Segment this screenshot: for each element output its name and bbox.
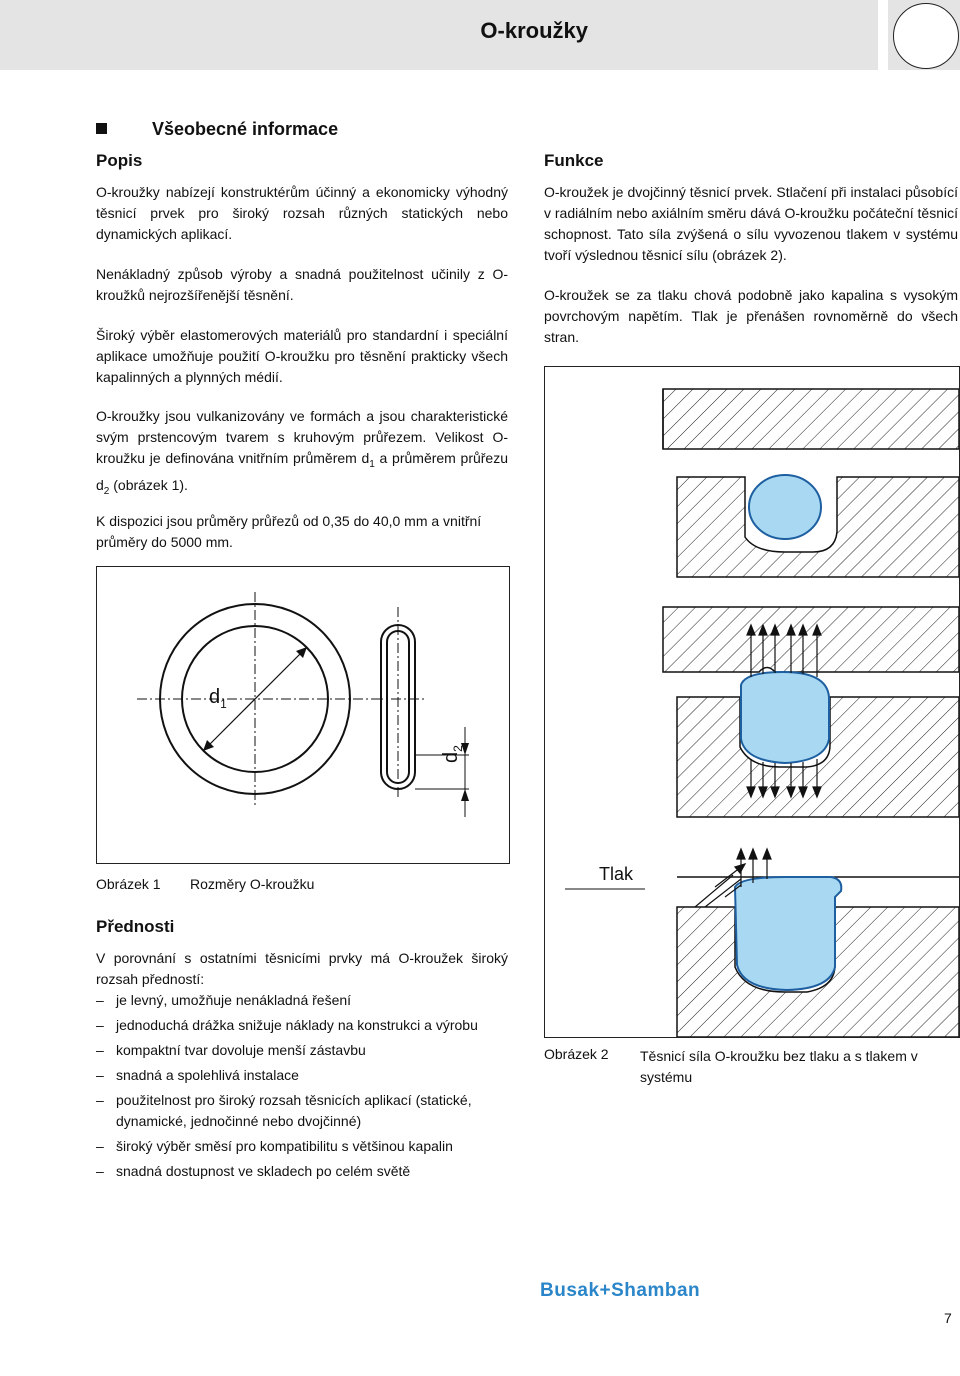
label-d2-text: d [440, 751, 462, 763]
label-d2-sub: 2 [451, 745, 465, 752]
label-d1-sub: 1 [220, 697, 227, 711]
page-number: 7 [944, 1310, 952, 1326]
list-item: – kompaktní tvar dovoluje menší zástavbu [96, 1040, 508, 1061]
figure-2-caption-number: Obrázek 2 [544, 1046, 609, 1062]
prednosti-list [96, 990, 508, 1186]
label-d1-text: d [209, 686, 221, 708]
funkce-paragraph-1: O-kroužek je dvojčinný těsnicí prvek. Stlačení při instalaci působící v radiálním nebo axiálním směru dává O-kroužku počáteční těsnicí schopnost. Tato síla zvýšená o sílu vyvozenou tlakem v systému tvoří výslednou těsnicí sílu (obrázek 2). [544, 184, 958, 263]
figure-1-caption-number: Obrázek 1 [96, 876, 161, 892]
figure-1-caption-text: Rozměry O-kroužku [190, 876, 315, 892]
popis-paragraph-3: Široký výběr elastomerových materiálů pro standardní i speciální aplikace umožňuje použití O-kroužku pro těsnění prakticky všech kapalinných a plynných médií. [96, 327, 508, 385]
sealing-force-diagram [545, 367, 959, 1037]
list-item: – snadná dostupnost ve skladech po celém světě [96, 1161, 508, 1182]
popis-paragraph-5: K dispozici jsou průměry průřezů od 0,35 do 40,0 mm a vnitřní průměry do 5000 mm. [96, 513, 482, 550]
corner-circle-icon [893, 3, 959, 69]
popis-heading: Popis [96, 151, 143, 170]
page-title: O-kroužky [480, 18, 588, 43]
label-tlak: Tlak [599, 864, 634, 884]
section-title: Všeobecné informace [152, 119, 339, 139]
figure-2-box [544, 366, 960, 1038]
prednosti-heading: Přednosti [96, 917, 175, 936]
list-item: – jednoduchá drážka snižuje náklady na konstrukci a výrobu [96, 1015, 508, 1036]
company-logo: Busak+Shamban [540, 1280, 701, 1301]
popis-paragraph-1: O-kroužky nabízejí konstruktérům účinný a ekonomicky výhodný těsnicí prvek pro široký rozsah různých statických nebo dynamických aplikací. [96, 184, 508, 242]
label-d1 [209, 686, 227, 711]
figure-1-box [96, 566, 510, 864]
funkce-heading: Funkce [544, 151, 604, 170]
section-bullet-icon [96, 123, 107, 134]
popis-paragraph-4 [96, 406, 508, 502]
p4-text-c: (obrázek 1). [109, 476, 188, 493]
p4-sub-2: 2 [103, 485, 110, 497]
p4-sub-1: 1 [369, 458, 375, 470]
popis-paragraph-2: Nenákladný způsob výroby a snadná použitelnost učinily z O-kroužků nejrozšířenější těsnění. [96, 266, 508, 303]
figure-2-caption-text: Těsnicí síla O-kroužku bez tlaku a s tlakem v systému [640, 1048, 918, 1085]
list-item: – použitelnost pro široký rozsah těsnicích aplikací (statické, dynamické, jednočinné nebo dvojčinné) [96, 1090, 508, 1132]
p4-text-b: a průměrem průřezu d [96, 450, 509, 493]
prednosti-intro: V porovnání s ostatními těsnicími prvky má O-kroužek široký rozsah předností: [96, 950, 508, 987]
list-item: – široký výběr směsí pro kompatibilitu s většinou kapalin [96, 1136, 508, 1157]
label-d2 [440, 745, 465, 763]
list-item: – je levný, umožňuje nenákladná řešení [96, 990, 508, 1011]
list-item: – snadná a spolehlivá instalace [96, 1065, 508, 1086]
oring-dimensions-diagram [97, 567, 509, 863]
funkce-paragraph-2: O-kroužek se za tlaku chová podobně jako kapalina s vysokým povrchovým napětím. Tlak je přenášen rovnoměrně do všech stran. [544, 287, 958, 345]
p4-text-a: O-kroužky jsou vulkanizovány ve formách a jsou charakteristické svým prstencovým tvarem s kruhovým průřezem. Velikost O-kroužku je definována vnitřním průměrem d [96, 408, 508, 466]
